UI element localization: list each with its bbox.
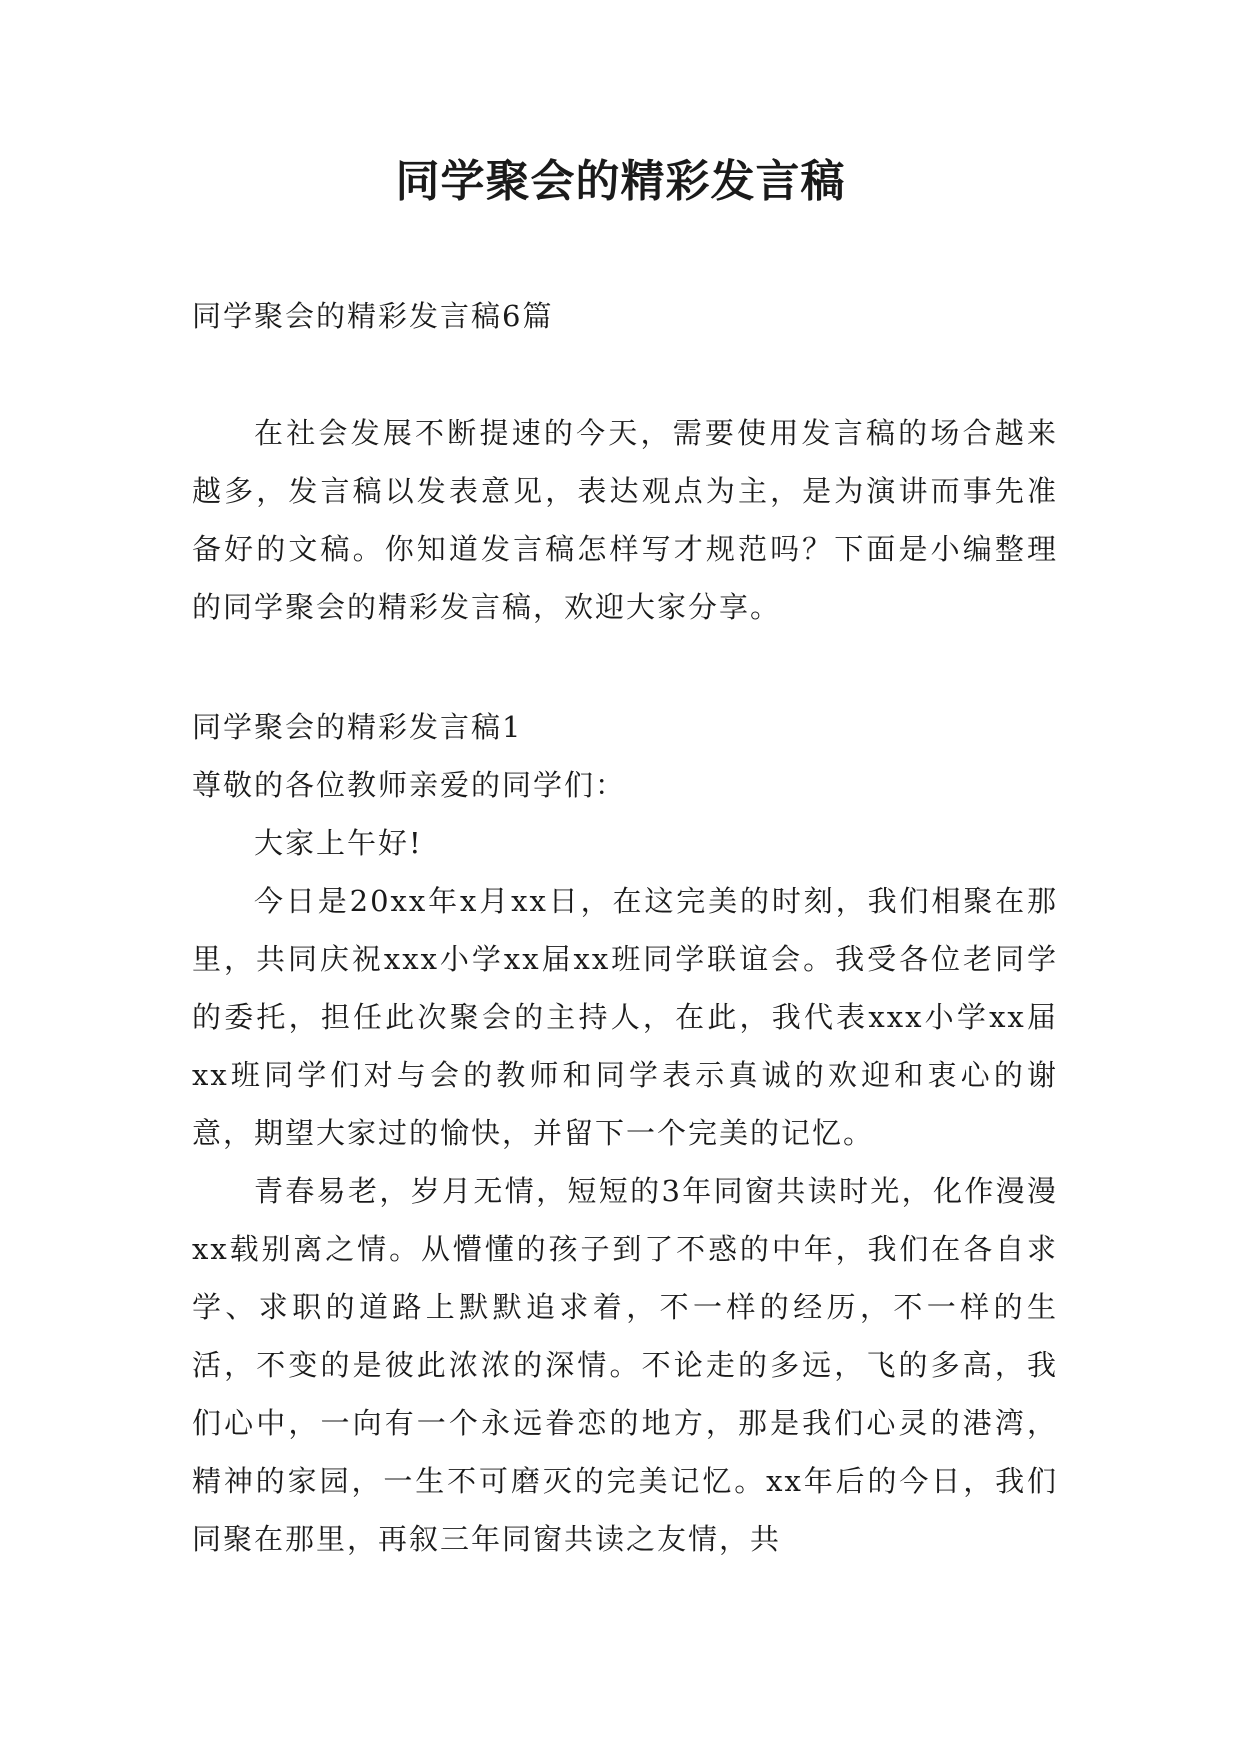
intro-paragraph: 在社会发展不断提速的今天，需要使用发言稿的场合越来越多，发言稿以发表意见，表达观点为主，是为演讲而事先准备好的文稿。你知道发言稿怎样写才规范吗？下面是小编整理的同学聚会的精彩发言稿，欢迎大家分享。: [192, 416, 1058, 624]
section-heading: 同学聚会的精彩发言稿1: [192, 710, 523, 744]
document-title: 同学聚会的精彩发言稿: [395, 156, 846, 207]
speech-section: [192, 698, 1058, 1568]
body-paragraph-2: 青春易老，岁月无情，短短的3年同窗共读时光，化作漫漫xx载别离之情。从懵懂的孩子到了不惑的中年，我们在各自求学、求职的道路上默默追求着，不一样的经历，不一样的生活，不变的是彼此浓浓的深情。不论走的多远，飞的多高，我们心中，一向有一个永远眷恋的地方，那是我们心灵的港湾，精神的家园，一生不可磨灭的完美记忆。xx年后的今日，我们同聚在那里，再叙三年同窗共读之友情，共: [192, 1174, 1058, 1556]
greeting: 大家上午好!: [254, 826, 423, 860]
salutation: 尊敬的各位教师亲爱的同学们：: [192, 768, 627, 802]
body-paragraph-1: 今日是20xx年x月xx日，在这完美的时刻，我们相聚在那里，共同庆祝xxx小学xx届xx班同学联谊会。我受各位老同学的委托，担任此次聚会的主持人，在此，我代表xxx小学xx届xx班同学们对与会的教师和同学表示真诚的欢迎和衷心的谢意，期望大家过的愉快，并留下一个完美的记忆。: [192, 884, 1058, 1150]
document-subtitle: 同学聚会的精彩发言稿6篇: [192, 299, 554, 333]
